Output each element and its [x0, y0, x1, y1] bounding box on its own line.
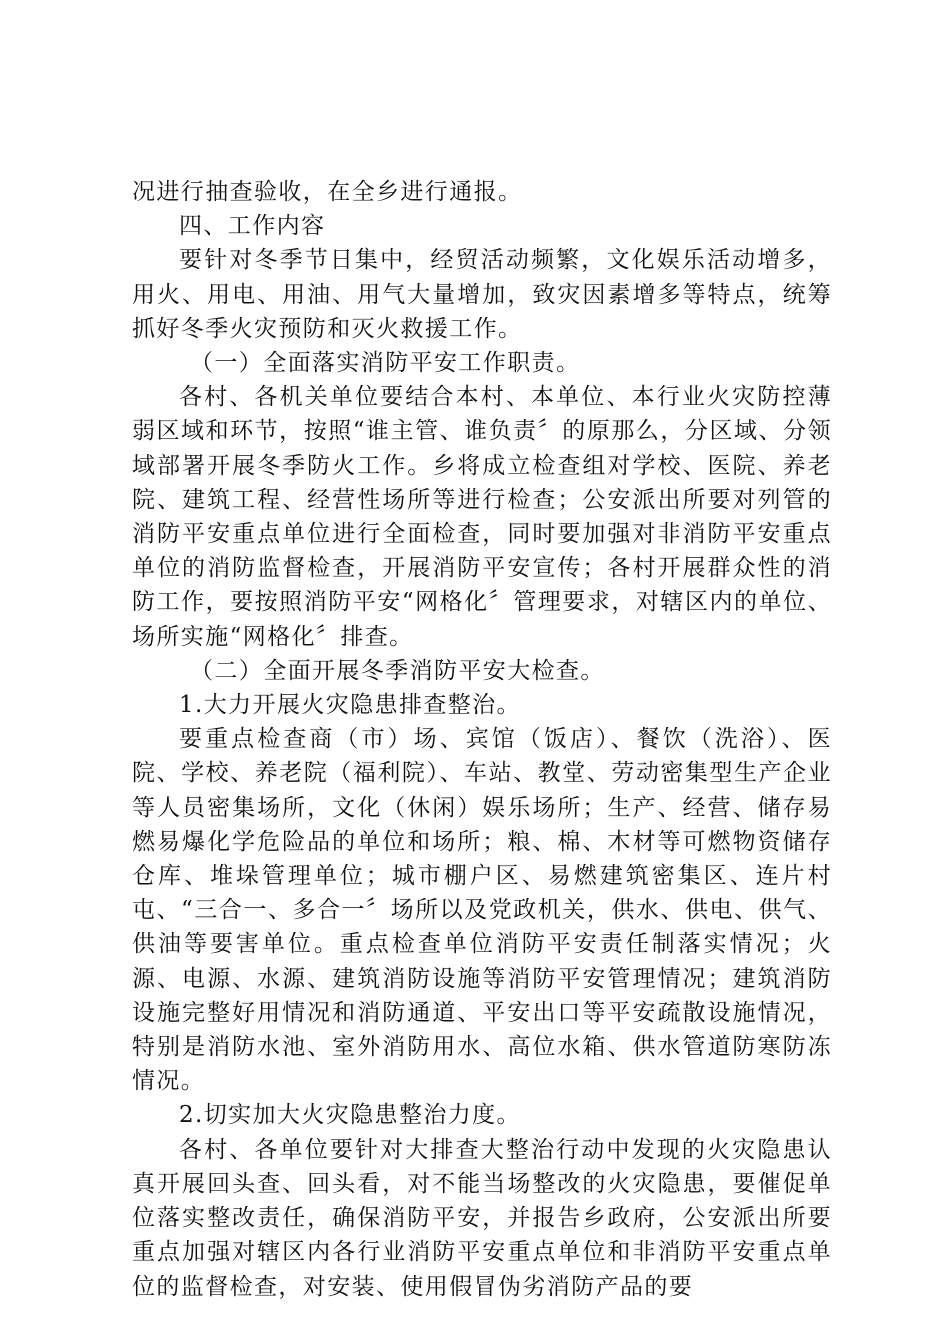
paragraph-responsibilities: 各村、各机关单位要结合本村、本单位、本行业火灾防控薄弱区域和环节，按照“谁主管、谁负责〞的原那么，分区域、分领域部署开展冬季防火工作。乡将成立检查组对学校、医院、养老院、建筑工程、经营性场所等进行检查；公安派出所要对列管的消防平安重点单位进行全面检查，同时要加强对非消防平安重点单位的消防监督检查，开展消防平安宣传；各村开展群众性的消防工作，要按照消防平安“网格化〞管理要求，对辖区内的单位、场所实施“网格化〞排查。: [132, 384, 832, 650]
paragraph-rectification: 各村、各单位要针对大排查大整治行动中发现的火灾隐患认真开展回头查、回头看，对不能当场整改的火灾隐患，要催促单位落实整改责任，确保消防平安，并报告乡政府，公安派出所要重点加强对辖区内各行业消防平安重点单位和非消防平安重点单位的监督检查，对安装、使用假冒伪劣消防产品的要: [132, 1136, 832, 1300]
subheading-inspection: （二）全面开展冬季消防平安大检查。: [190, 657, 605, 684]
item-heading-1: 1.大力开展火灾隐患排查整治。: [179, 692, 521, 719]
paragraph-intro: 要针对冬季节日集中，经贸活动频繁，文化娱乐活动增多，用火、用电、用油、用气大量增加，致灾因素增多等特点，统筹抓好冬季火灾预防和灭火救援工作。: [132, 247, 832, 342]
document-body: [132, 175, 832, 1304]
paragraph-continuation: 况进行抽查验收，在全乡进行通报。: [132, 179, 523, 205]
paragraph-inspection-targets: 要重点检查商（市）场、宾馆（饭店）、餐饮（洗浴）、医院、学校、养老院（福利院）、车站、教堂、劳动密集型生产企业等人员密集场所，文化（休闲）娱乐场所；生产、经营、储存易燃易爆化学危险品的单位和场所；粮、棉、木材等可燃物资储存仓库、堆垛管理单位；城市棚户区、易燃建筑密集区、连片村屯、“三合一、多合一〞场所以及党政机关，供水、供电、供气、供油等要害单位。重点检查单位消防平安责任制落实情况；火源、电源、水源、建筑消防设施等消防平安管理情况；建筑消防设施完整好用情况和消防通道、平安出口等平安疏散设施情况，特别是消防水池、室外消防用水、高位水箱、供水管道防寒防冻情况。: [132, 726, 832, 1095]
section-heading-work-content: 四、工作内容: [179, 213, 326, 240]
subheading-responsibilities: （一）全面落实消防平安工作职责。: [190, 350, 581, 377]
item-heading-2: 2.切实加大火灾隐患整治力度。: [179, 1102, 521, 1129]
